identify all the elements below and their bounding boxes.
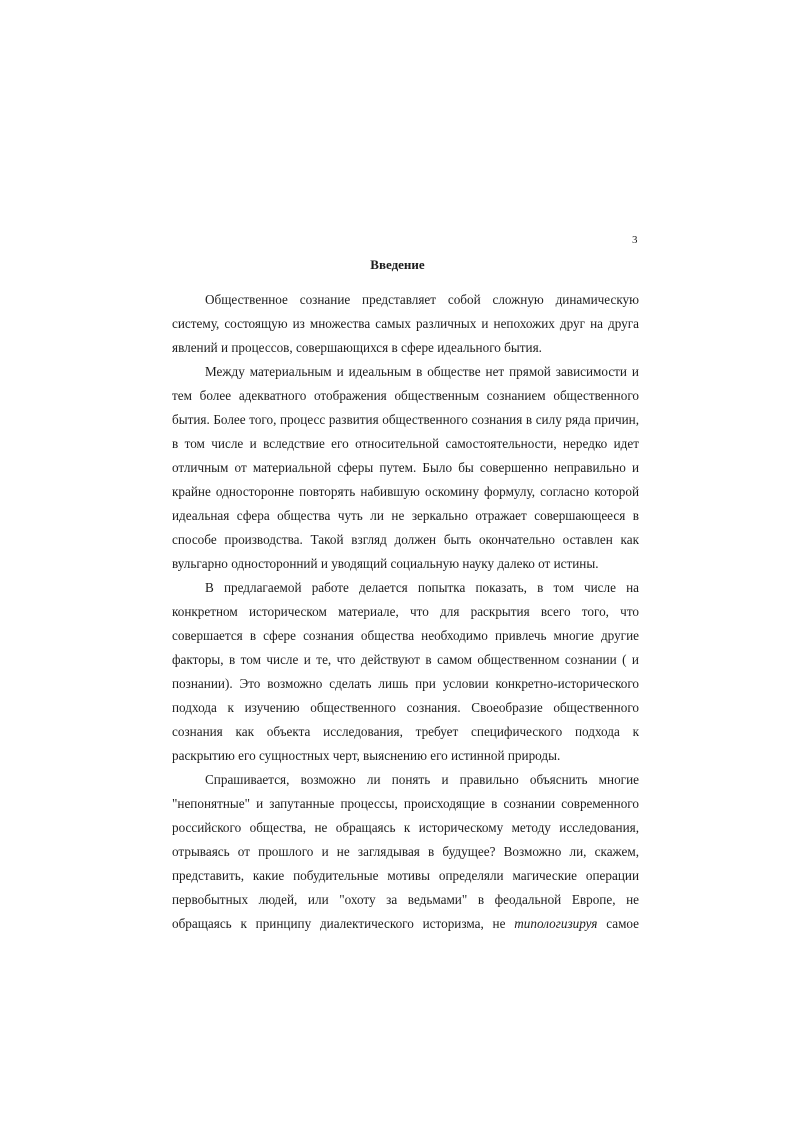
- text-line: В предлагаемой работе делается попытка показать, в том числе на: [205, 580, 639, 595]
- text-line: конкретном историческом материале, что для раскрытия всего того, что: [172, 604, 639, 619]
- text-line: раскрытию его сущностных черт, выяснению его истинной природы.: [172, 748, 561, 763]
- section-heading: Введение: [370, 257, 425, 272]
- text-line: Между материальным и идеальным в обществе нет прямой зависимости и: [205, 364, 639, 379]
- text-fragment: самое: [606, 916, 640, 931]
- text-line: подхода к изучению общественного сознания. Своеобразие общественного: [172, 700, 639, 715]
- text-line: первобытных людей, или "охоту за ведьмами" в феодальной Европе, не: [172, 892, 639, 907]
- text-line: тем более адекватного отображения общественным сознанием общественного: [172, 388, 639, 403]
- text-line: российского общества, не обращаясь к историческому методу исследования,: [172, 820, 639, 835]
- italic-term: типологизируя: [514, 916, 598, 931]
- text-line: систему, состоящую из множества самых различных и непохожих друг на друга: [172, 316, 639, 331]
- text-line: отличным от материальной сферы путем. Было бы совершенно неправильно и: [172, 460, 639, 475]
- text-line: представить, какие побудительные мотивы определяли магические операции: [172, 868, 639, 883]
- text-line: бытия. Более того, процесс развития общественного сознания в силу ряда причин,: [172, 412, 639, 427]
- page-number: 3: [632, 234, 638, 246]
- text-line: сознания как объекта исследования, требует специфического подхода к: [172, 724, 639, 739]
- text-line: отрываясь от прошлого и не заглядывая в будущее? Возможно ли, скажем,: [172, 844, 639, 859]
- text-fragment: обращаясь к принципу диалектического историзма, не: [172, 916, 506, 931]
- text-line: "непонятные" и запутанные процессы, происходящие в сознании современного: [172, 796, 639, 811]
- text-line: крайне односторонне повторять набившую оскомину формулу, согласно которой: [172, 484, 639, 499]
- body-text: [172, 288, 639, 936]
- text-line: Спрашивается, возможно ли понять и правильно объяснить многие: [205, 772, 639, 787]
- text-line: идеальная сфера общества чуть ли не зеркально отражает совершающееся в: [172, 508, 639, 523]
- text-line: способе производства. Такой взгляд должен быть окончательно оставлен как: [172, 532, 639, 547]
- text-line: факторы, в том числе и те, что действуют в самом общественном сознании ( и: [172, 652, 639, 667]
- text-line: вульгарно односторонний и уводящий социальную науку далеко от истины.: [172, 556, 599, 571]
- text-line: совершается в сфере сознания общества необходимо привлечь многие другие: [172, 628, 639, 643]
- text-line: познании). Это возможно сделать лишь при условии конкретно-исторического: [172, 676, 639, 691]
- text-line: Общественное сознание представляет собой сложную динамическую: [205, 292, 639, 307]
- text-line: в том числе и вследствие его относительной самостоятельности, нередко идет: [172, 436, 639, 451]
- text-line-final: [172, 912, 639, 936]
- text-line: явлений и процессов, совершающихся в сфере идеального бытия.: [172, 340, 542, 355]
